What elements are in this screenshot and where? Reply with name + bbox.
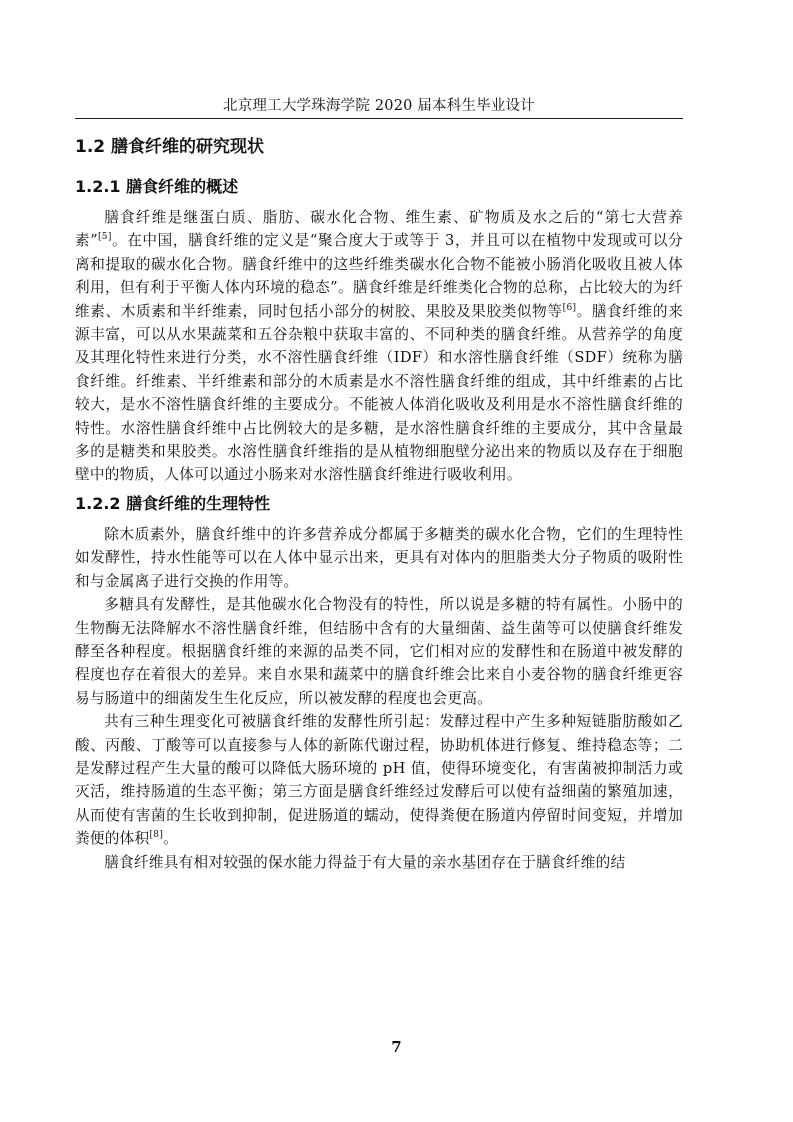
running-header: 北京理工大学珠海学院 2020 届本科生毕业设计 xyxy=(223,98,535,114)
paragraph-text: 。膳食纤维的来源丰富，可以从水果蔬菜和五谷杂粮中获取丰富的、不同种类的膳食纤维。从营养学的角度及其理化特性来进行分类，水不溶性膳食纤维（IDF）和水溶性膳食纤维（SDF）统称为膳食纤维。纤维素、半纤维素和部分的木质素是水不溶性膳食纤维的组成，其中纤维素的占比较大，是水不溶性膳食纤维的主要成分。不能被人体消化吸收及利用是水不溶性膳食纤维的特性。水溶性膳食纤维中占比例较大的是多糖，是水溶性膳食纤维的主要成分，其中含量最多的是糖类和果胶类。水溶性膳食纤维指的是从植物细胞壁分泌出来的物质以及存在于细胞壁中的物质，人体可以通过小肠来对水溶性膳食纤维进行吸收利用。 xyxy=(75,302,683,484)
paragraph-text: 。 xyxy=(163,830,179,848)
paragraph-fermentation: 多糖具有发酵性，是其他碳水化合物没有的特性，所以说是多糖的特有属性。小肠中的生物酶无法降解水不溶性膳食纤维，但结肠中含有的大量细菌、益生菌等可以使膳食纤维发酵至各种程度。根据膳食纤维的来源的品类不同，它们相对应的发酵性和在肠道中被发酵的程度也存在着很大的差异。来自水果和蔬菜中的膳食纤维会比来自小麦谷物的膳食纤维更容易与肠道中的细菌发生生化反应，所以被发酵的程度也会更高。 xyxy=(75,596,683,707)
paragraph-text: 。在中国，膳食纤维的定义是“聚合度大于或等于 3，并且可以在植物中发现或可以分离和提取的碳水化合物。膳食纤维中的这些纤维类碳水化合物不能被小肠消化吸收且被人体利用，但有利于平衡人体内环境的稳态”。膳食纤维是纤维类化合物的总称，占比较大的为纤维素、木质素和半纤维素，同时包括小部分的树胶、果胶及果胶类似物等 xyxy=(75,232,684,320)
paragraph-physiology: 除木质素外，膳食纤维中的许多营养成分都属于多糖类的碳水化合物，它们的生理特性如发酵性，持水性能等可以在人体中显示出来，更具有对体内的胆脂类大分子物质的吸附性和与金属离子进行交换的作用等。 xyxy=(75,525,683,590)
header-rule xyxy=(75,118,683,119)
citation-ref: [5] xyxy=(98,232,112,243)
section-number: 1.2.1 xyxy=(75,177,121,196)
section-number: 1.2.2 xyxy=(75,493,121,513)
section-title: 膳食纤维的研究现状 xyxy=(111,137,265,157)
paragraph-text: 膳食纤维是继蛋白质、脂肪、碳水化合物、维生素、矿物质及水之后的“第七大营养素” xyxy=(75,209,683,250)
citation-ref: [6] xyxy=(562,302,577,313)
section-heading-1-2 xyxy=(75,128,683,170)
page-content xyxy=(75,128,683,874)
paragraph-text: 共有三种生理变化可被膳食纤维的发酵性所引起：发酵过程中产生多种短链脂肪酸如乙酸、丙酸、丁酸等可以直接参与人体的新陈代谢过程，协助机体进行修复、维持稳态等；二是发酵过程产生大量的酸可以降低大肠环境的 pH 值，使得环境变化，有害菌被抑制活力或灭活，维持肠道的生态平衡；第三方面是膳食纤维经过发酵后可以使有益细菌的繁殖加速，从而使有害菌的生长收到抑制，促进肠道的蠕动，使得粪便在肠道内停留时间变短，并增加粪便的体积 xyxy=(75,713,683,848)
citation-ref: [8] xyxy=(149,830,164,841)
section-heading-1-2-2 xyxy=(75,487,683,523)
paragraph-overview xyxy=(75,206,683,487)
section-heading-1-2-1 xyxy=(75,170,683,206)
section-number: 1.2 xyxy=(75,137,106,157)
section-title: 膳食纤维的生理特性 xyxy=(126,493,271,513)
section-title: 膳食纤维的概述 xyxy=(126,177,239,196)
page-number: 7 xyxy=(391,1038,402,1056)
paragraph-changes xyxy=(75,710,683,850)
paragraph-water-retention: 膳食纤维具有相对较强的保水能力得益于有大量的亲水基团存在于膳食纤维的结 xyxy=(104,853,626,871)
